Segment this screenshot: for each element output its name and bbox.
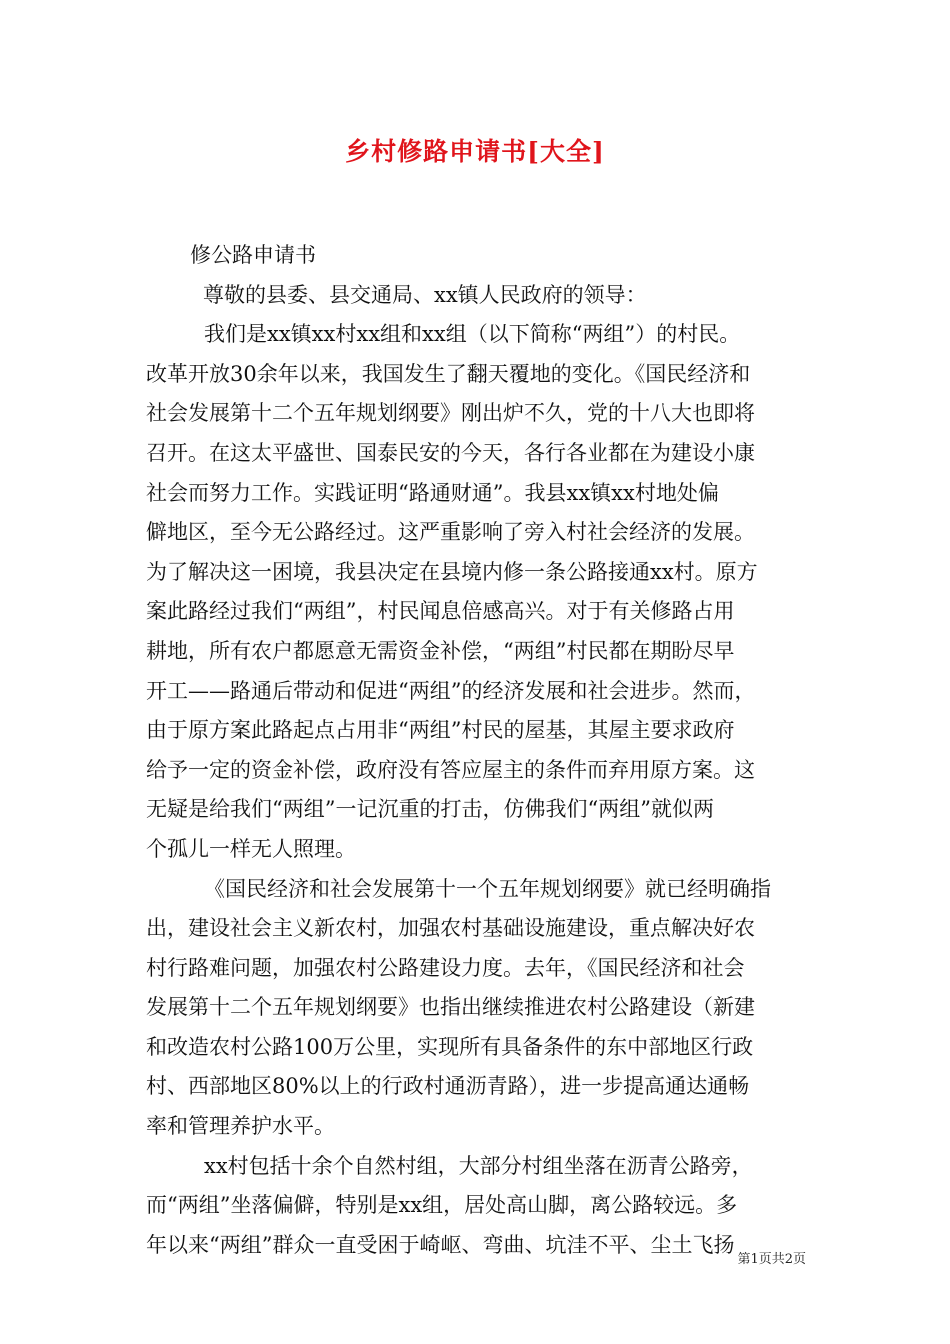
paragraph-line: 由于原方案此路起点占用非“两组”村民的屋基，其屋主要求政府 bbox=[146, 718, 735, 743]
paragraph-line: 耕地，所有农户都愿意无需资金补偿，“两组”村民都在期盼尽早 bbox=[146, 638, 735, 663]
paragraph-line: 给予一定的资金补偿，政府没有答应屋主的条件而弃用原方案。这 bbox=[146, 757, 755, 782]
paragraph-line: 年以来“两组”群众一直受困于崎岖、弯曲、坑洼不平、尘土飞扬 bbox=[146, 1232, 735, 1257]
paragraph-line: 村、西部地区80%以上的行政村通沥青路），进一步提高通达通畅 bbox=[146, 1074, 750, 1099]
paragraph-line: 而“两组”坐落偏僻，特别是xx组，居处高山脚，离公路较远。多 bbox=[146, 1193, 738, 1218]
page-number: 第1页共2页 bbox=[737, 1252, 806, 1267]
paragraph-line: 个孤儿一样无人照理。 bbox=[146, 836, 356, 861]
paragraph-line: 出，建设社会主义新农村，加强农村基础设施建设，重点解决好农 bbox=[146, 916, 755, 941]
document-body bbox=[146, 236, 808, 1265]
paragraph-line: 村行路难问题，加强农村公路建设力度。去年，《国民经济和社会 bbox=[146, 955, 745, 980]
paragraph-line: 率和管理养护水平。 bbox=[146, 1114, 335, 1139]
paragraph-line: 和改造农村公路100万公里，实现所有具备条件的东中部地区行政 bbox=[146, 1034, 754, 1059]
paragraph-line: 改革开放30余年以来，我国发生了翻天覆地的变化。《国民经济和 bbox=[146, 361, 751, 386]
paragraph-line: xx村包括十余个自然村组，大部分村组坐落在沥青公路旁， bbox=[204, 1153, 753, 1178]
salutation: 尊敬的县委、县交通局、xx镇人民政府的领导： bbox=[203, 282, 647, 307]
paragraph-line: 无疑是给我们“两组”一记沉重的打击，仿佛我们“两组”就似两 bbox=[146, 797, 714, 822]
paragraph-line: 我们是xx镇xx村xx组和xx组（以下简称“两组”）的村民。 bbox=[204, 322, 741, 347]
document-title: 乡村修路申请书[大全] bbox=[345, 137, 605, 166]
paragraph-line: 开工——路通后带动和促进“两组”的经济发展和社会进步。然而， bbox=[146, 678, 756, 703]
paragraph-line: 社会而努力工作。实践证明“路通财通”。我县xx镇xx村地处偏 bbox=[146, 480, 719, 505]
paragraph-line: 僻地区，至今无公路经过。这严重影响了旁入村社会经济的发展。 bbox=[146, 520, 755, 545]
document-heading: 修公路申请书 bbox=[190, 243, 316, 267]
paragraph-line: 案此路经过我们“两组”，村民闻息倍感高兴。对于有关修路占用 bbox=[146, 599, 735, 624]
paragraph-line: 发展第十二个五年规划纲要》也指出继续推进农村公路建设（新建 bbox=[146, 995, 755, 1020]
paragraph-line: 《国民经济和社会发展第十一个五年规划纲要》就已经明确指 bbox=[204, 876, 771, 901]
paragraph-line: 召开。在这太平盛世、国泰民安的今天，各行各业都在为建设小康 bbox=[146, 440, 755, 465]
paragraph-line: 为了解决这一困境，我县决定在县境内修一条公路接通xx村。原方 bbox=[146, 559, 758, 584]
paragraph-line: 社会发展第十二个五年规划纲要》刚出炉不久，党的十八大也即将 bbox=[146, 401, 755, 426]
